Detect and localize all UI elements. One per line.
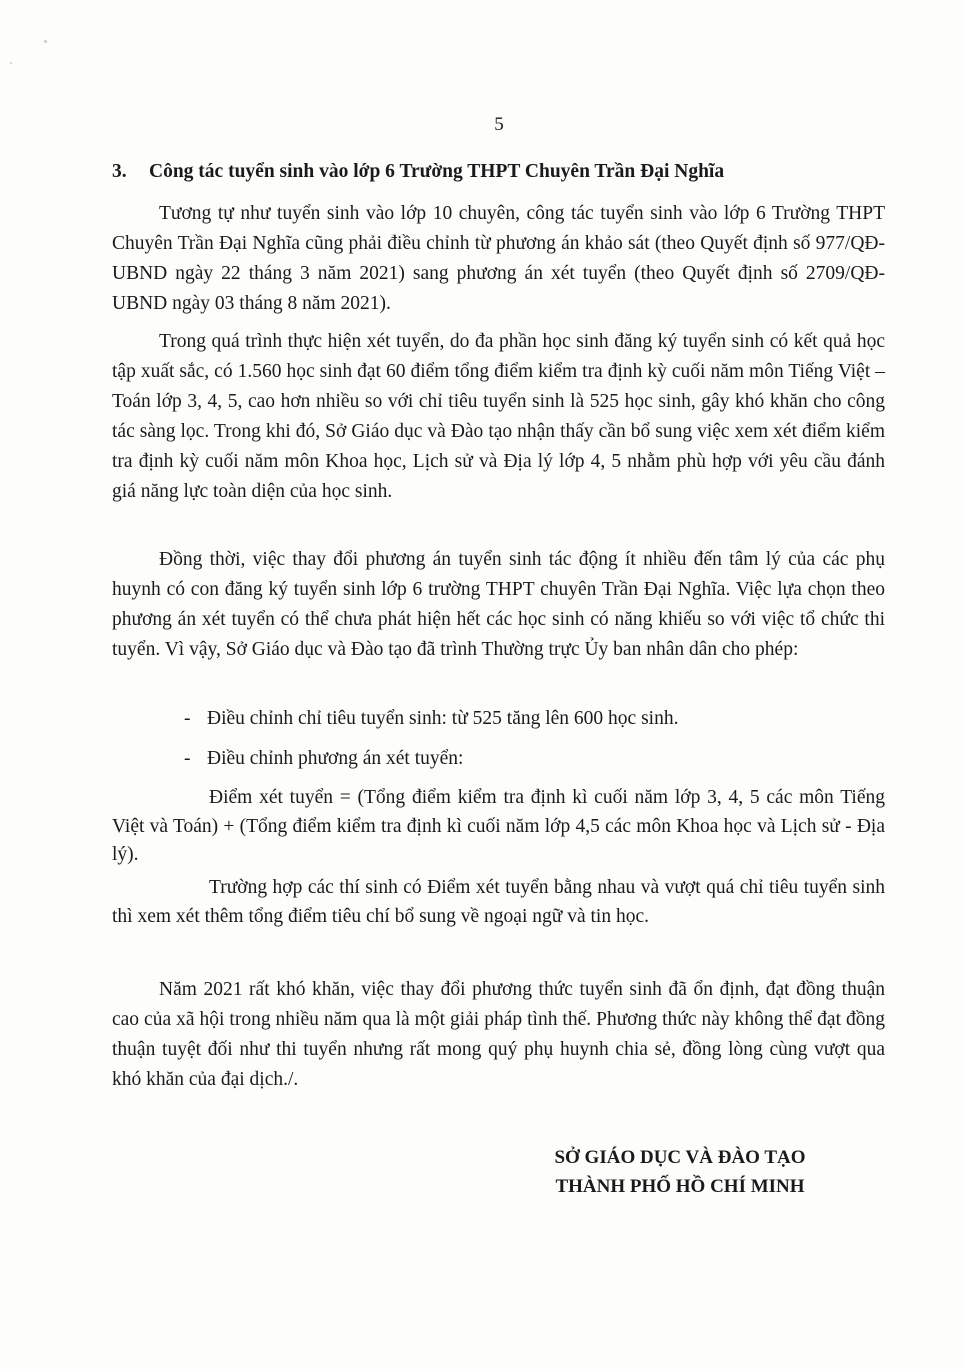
tiebreak-paragraph: Trường hợp các thí sinh có Điểm xét tuyển bằng nhau và vượt quá chỉ tiêu tuyển sinh thì xem xét thêm tổng điểm tiêu chí bổ sung về ngoại ngữ và tin học. — [112, 877, 885, 927]
section-heading — [112, 161, 724, 183]
scan-speck — [10, 62, 12, 64]
paragraph-3: Đồng thời, việc thay đổi phương án tuyển sinh tác động ít nhiều đến tâm lý của các phụ huynh có con đăng ký tuyển sinh lớp 6 trường THPT chuyên Trần Đại Nghĩa. Việc lựa chọn theo phương án xét tuyển có thể chưa phát hiện hết các học sinh có năng khiếu so với việc tổ chức thi tuyển. Vì vậy, Sở Giáo dục và Đào tạo đã trình Thường trực Ủy ban nhân dân cho phép: — [112, 549, 885, 660]
bullet-dash: - — [184, 748, 191, 769]
signature-block — [480, 1143, 880, 1201]
bullet-text: Điều chỉnh chỉ tiêu tuyển sinh: từ 525 tăng lên 600 học sinh. — [207, 708, 679, 729]
paragraph-1: Tương tự như tuyển sinh vào lớp 10 chuyên, công tác tuyển sinh vào lớp 6 Trường THPT Chuyên Trần Đại Nghĩa cũng phải điều chỉnh từ phương án khảo sát (theo Quyết định số 977/QĐ-UBND ngày 22 tháng 3 năm 2021) sang phương án xét tuyển (theo Quyết định số 2709/QĐ-UBND ngày 03 tháng 8 năm 2021). — [112, 203, 885, 314]
closing-paragraph: Năm 2021 rất khó khăn, việc thay đổi phương thức tuyển sinh đã ổn định, đạt đồng thuận cao của xã hội trong nhiều năm qua là một giải pháp tình thế. Phương thức này không thể đạt đồng thuận tuyệt đối như thi tuyển nhưng rất mong quý phụ huynh chia sẻ, đồng lòng cùng vượt qua khó khăn của đại dịch./. — [112, 979, 885, 1090]
signature-city: THÀNH PHỐ HỒ CHÍ MINH — [555, 1176, 805, 1197]
section-title: Công tác tuyển sinh vào lớp 6 Trường THPT Chuyên Trần Đại Nghĩa — [149, 161, 725, 182]
bullet-text: Điều chỉnh phương án xét tuyển: — [207, 748, 464, 769]
bullet-item-quota — [184, 704, 678, 734]
paragraph-2: Trong quá trình thực hiện xét tuyển, do đa phần học sinh đăng ký tuyển sinh có kết quả học tập xuất sắc, có 1.560 học sinh đạt 60 điểm tổng điểm kiểm tra định kỳ cuối năm môn Tiếng Việt – Toán lớp 3, 4, 5, cao hơn nhiều so với chỉ tiêu tuyển sinh là 525 học sinh, gây khó khăn cho công tác sàng lọc. Trong khi đó, Sở Giáo dục và Đào tạo nhận thấy cần bổ sung việc xem xét điểm kiểm tra định kỳ cuối năm môn Khoa học, Lịch sử và Địa lý lớp 4, 5 nhằm phù hợp với yêu cầu đánh giá năng lực toàn diện của học sinh. — [112, 331, 885, 502]
bullet-dash: - — [184, 708, 191, 729]
bullet-item-method — [184, 744, 463, 774]
page-number: 5 — [494, 114, 504, 135]
signature-department: SỞ GIÁO DỤC VÀ ĐÀO TẠO — [554, 1147, 806, 1168]
section-number: 3. — [112, 161, 127, 182]
formula-paragraph: Điểm xét tuyển = (Tổng điểm kiểm tra định kì cuối năm lớp 3, 4, 5 các môn Tiếng Việt và Toán) + (Tổng điểm kiểm tra định kì cuối năm lớp 4,5 các môn Khoa học và Lịch sử - Địa lý). — [112, 787, 885, 865]
scan-speck — [44, 40, 47, 43]
